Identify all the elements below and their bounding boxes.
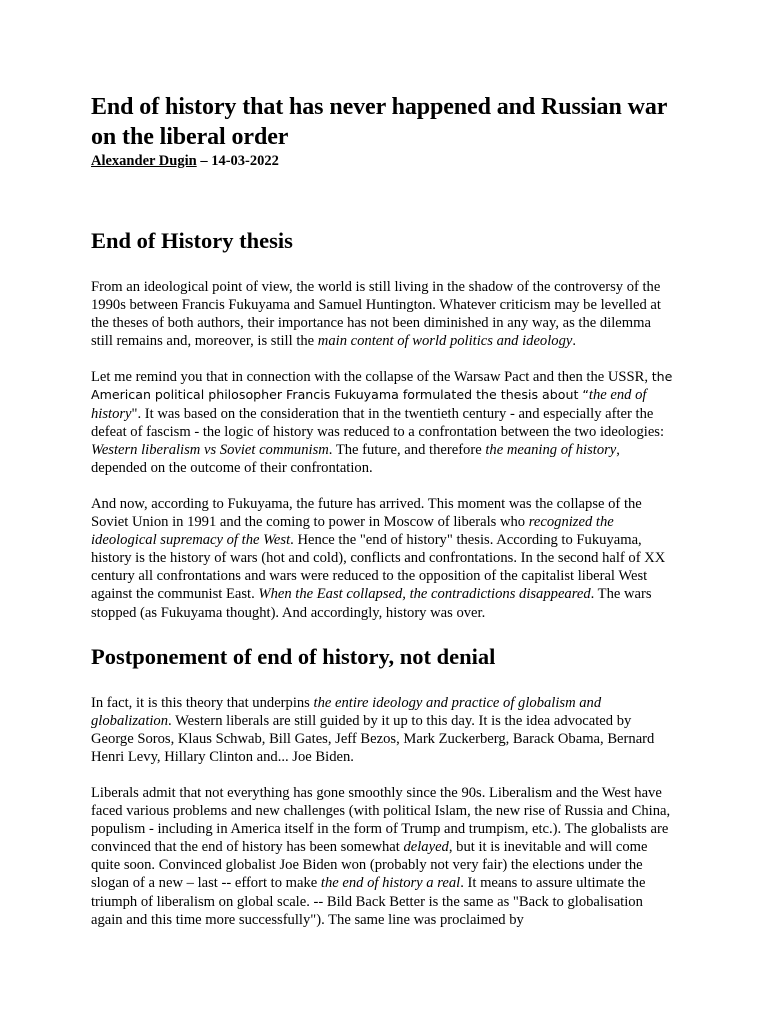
p5-text-2: , but it is inevitable and will come quite soon. Convinced globalist Joe Biden won (probably not very fair) the elections under the slogan of a new – last -- effort to make <box>91 839 648 892</box>
p5-text-3: . It means to assure ultimate the triumph of liberalism on global scale. -- Bild Back Better is the same as "Back to globalisation again and this time more successfully"). The same line was proclaimed by <box>91 875 646 928</box>
p1-end: . <box>572 333 577 350</box>
document-page <box>91 92 676 929</box>
p3-text-3: . The wars stopped (as Fukuyama thought). And accordingly, history was over. <box>91 586 652 621</box>
p3-emphasis-1: recognized the ideological supremacy of the West <box>91 514 614 549</box>
section-heading-end-of-history-thesis: End of History thesis <box>91 228 293 253</box>
article-date: 14-03-2022 <box>211 153 279 169</box>
p2-sans-text: the American political philosopher Francis Fukuyama formulated the thesis about “ <box>91 369 673 403</box>
paragraph-4 <box>91 694 676 766</box>
section-heading-postponement: Postponement of end of history, not denial <box>91 643 496 669</box>
article-title: End of history that has never happened and Russian war on the liberal order <box>91 94 667 150</box>
p3-emphasis-2: When the East collapsed, the contradictions disappeared <box>258 586 591 603</box>
p4-text-2: . Western liberals are still guided by it up to this day. It is the idea advocated by George Soros, Klaus Schwab, Bill Gates, Jeff Bezos, Mark Zuckerberg, Barack Obama, Bernard Henri Levy, Hillary Clinton and... Joe Biden. <box>91 712 655 765</box>
p4-emphasis: the entire ideology and practice of globalism and globalization <box>91 694 602 729</box>
byline-separator: – <box>196 153 212 169</box>
p2-text: Let me remind you that in connection with the collapse of the Warsaw Pact and then the USSR, <box>91 369 652 386</box>
p2-text-3: . The future, and therefore <box>328 441 486 458</box>
paragraph-3 <box>91 495 676 622</box>
paragraph-2 <box>91 368 676 477</box>
paragraph-1 <box>91 278 676 350</box>
p2-emphasis-3: the meaning of history <box>485 441 617 458</box>
p5-text: Liberals admit that not everything has gone smoothly since the 90s. Liberalism and the West have faced various problems and new challenges (with political Islam, the new rise of Russia and China, populism - including in America itself in the form of Trump and trumpism, etc.). The globalists are convinced that the end of history has been somewhat <box>91 784 671 856</box>
author-link[interactable]: Alexander Dugin <box>91 153 197 169</box>
p5-emphasis-2: the end of history a real <box>320 875 461 892</box>
p2-text-2: ". It was based on the consideration that in the twentieth century - and especially after the defeat of fascism - the logic of history was reduced to a confrontation between the two ideologies: <box>91 405 665 440</box>
p1-text: From an ideological point of view, the world is still living in the shadow of the controversy of the 1990s between Francis Fukuyama and Samuel Huntington. Whatever criticism may be levelled at the theses of both authors, their importance has not been diminished in any way, as the dilemma still remains and, moreover, is still the <box>91 279 661 350</box>
byline <box>91 152 676 170</box>
p2-text-4: , depended on the outcome of their confrontation. <box>91 441 620 476</box>
p4-text: In fact, it is this theory that underpins <box>91 694 314 711</box>
paragraph-5 <box>91 784 676 929</box>
p2-emphasis-2: Western liberalism vs Soviet communism <box>91 441 329 458</box>
p2-emphasis-1: the end of history <box>91 387 647 422</box>
p3-text-2: . Hence the "end of history" thesis. According to Fukuyama, history is the history of wars (hot and cold), conflicts and confrontations. In the second half of XX century all confrontations and wars were reduced to the opposition of the capitalist liberal West against the communist East. <box>91 532 666 603</box>
p5-emphasis-1: delayed <box>403 839 449 856</box>
p3-text: And now, according to Fukuyama, the future has arrived. This moment was the collapse of the Soviet Union in 1991 and the coming to power in Moscow of liberals who <box>91 495 642 531</box>
p1-emphasis: main content of world politics and ideology <box>317 333 573 350</box>
